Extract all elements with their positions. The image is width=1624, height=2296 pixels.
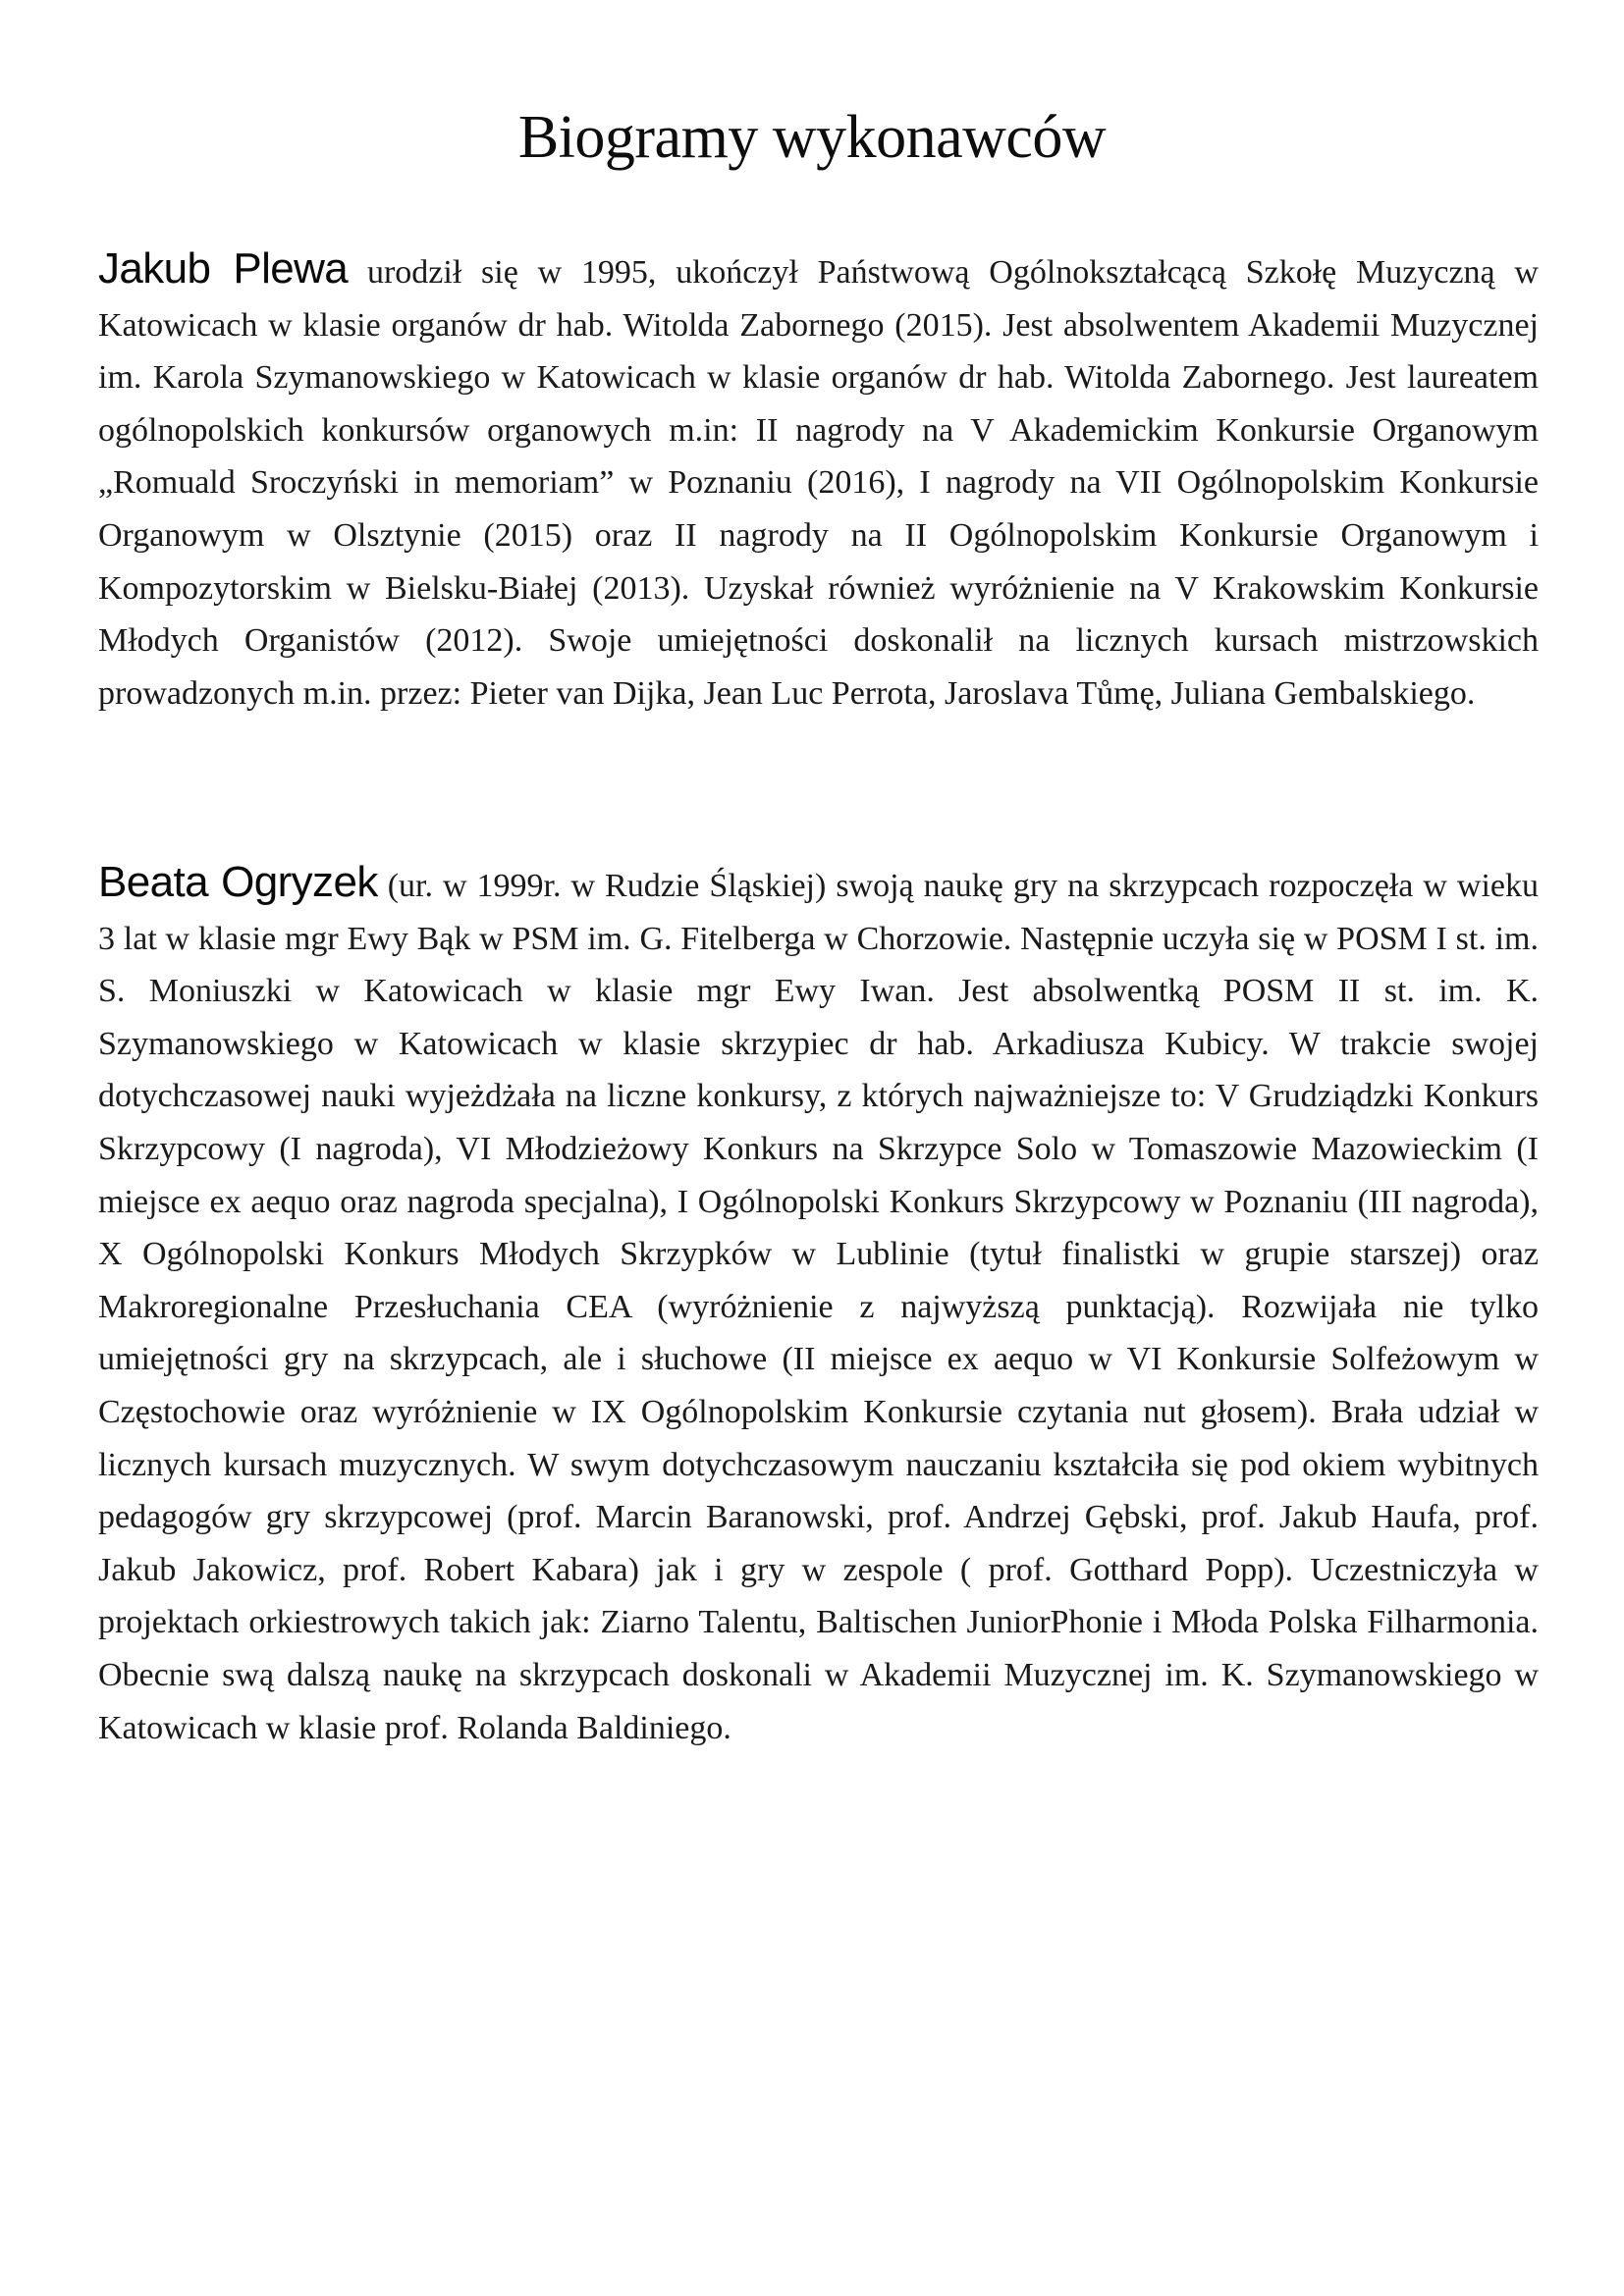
biography-paragraph: [98, 242, 1539, 720]
biography-text: (ur. w 1999r. w Rudzie Śląskiej) swoją naukę gry na skrzypcach rozpoczęła w wieku 3 lat w klasie mgr Ewy Bąk w PSM im. G. Fitelberga w Chorzowie. Następnie uczyła się w POSM I st. im. S. Moniuszki w Katowicach w klasie mgr Ewy Iwan. Jest absolwentką POSM II st. im. K. Szymanowskiego w Katowicach w klasie skrzypiec dr hab. Arkadiusza Kubicy. W trakcie swojej dotychczasowej nauki wyjeżdżała na liczne konkursy, z których najważniejsze to: V Grudziądzki Konkurs Skrzypcowy (I nagroda), VI Młodzieżowy Konkurs na Skrzypce Solo w Tomaszowie Mazowieckim (I miejsce ex aequo oraz nagroda specjalna), I Ogólnopolski Konkurs Skrzypcowy w Poznaniu (III nagroda), X Ogólnopolski Konkurs Młodych Skrzypków w Lublinie (tytuł finalistki w grupie starszej) oraz Makroregionalne Przesłuchania CEA (wyróżnienie z najwyższą punktacją). Rozwijała nie tylko umiejętności gry na skrzypcach, ale i słuchowe (II miejsce ex aequo w VI Konkursie Solfeżowym w Częstochowie oraz wyróżnienie w IX Ogólnopolskim Konkursie czytania nut głosem). Brała udział w licznych kursach muzycznych. W swym dotychczasowym nauczaniu kształciła się pod okiem wybitnych pedagogów gry skrzypcowej (prof. Marcin Baranowski, prof. Andrzej Gębski, prof. Jakub Haufa, prof. Jakub Jakowicz, prof. Robert Kabara) jak i gry w zespole ( prof. Gotthard Popp). Uczestniczyła w projektach orkiestrowych takich jak: Ziarno Talentu, Baltischen JuniorPhonie i Młoda Polska Filharmonia. Obecnie swą dalszą naukę na skrzypcach doskonali w Akademii Muzycznej im. K. Szymanowskiego w Katowicach w klasie prof. Rolanda Baldiniego.: [98, 868, 1540, 1746]
biography-text: urodził się w 1995, ukończył Państwową Ogólnokształcącą Szkołę Muzyczną w Katowicach w klasie organów dr hab. Witolda Zabornego (2015). Jest absolwentem Akademii Muzycznej im. Karola Szymanowskiego w Katowicach w klasie organów dr hab. Witolda Zabornego. Jest laureatem ogólnopolskich konkursów organowych m.in: II nagrody na V Akademickim Konkursie Organowym „Romuald Sroczyński in memoriam” w Poznaniu (2016), I nagrody na VII Ogólnopolskim Konkursie Organowym w Olsztynie (2015) oraz II nagrody na II Ogólnopolskim Konkursie Organowym i Kompozytorskim w Bielsku-Białej (2013). Uzyskał również wyróżnienie na V Krakowskim Konkursie Młodych Organistów (2012). Swoje umiejętności doskonalił na licznych kursach mistrzowskich prowadzonych m.in. przez: Pieter van Dijka, Jean Luc Perrota, Jaroslava Tůmę, Juliana Gembalskiego.: [98, 254, 1539, 712]
performer-name: Beata Ogryzek: [98, 858, 378, 906]
biography-paragraph: [98, 856, 1539, 1754]
page-title: Biogramy wykonawców: [517, 104, 1107, 171]
performer-name: Jakub Plewa: [98, 244, 349, 293]
